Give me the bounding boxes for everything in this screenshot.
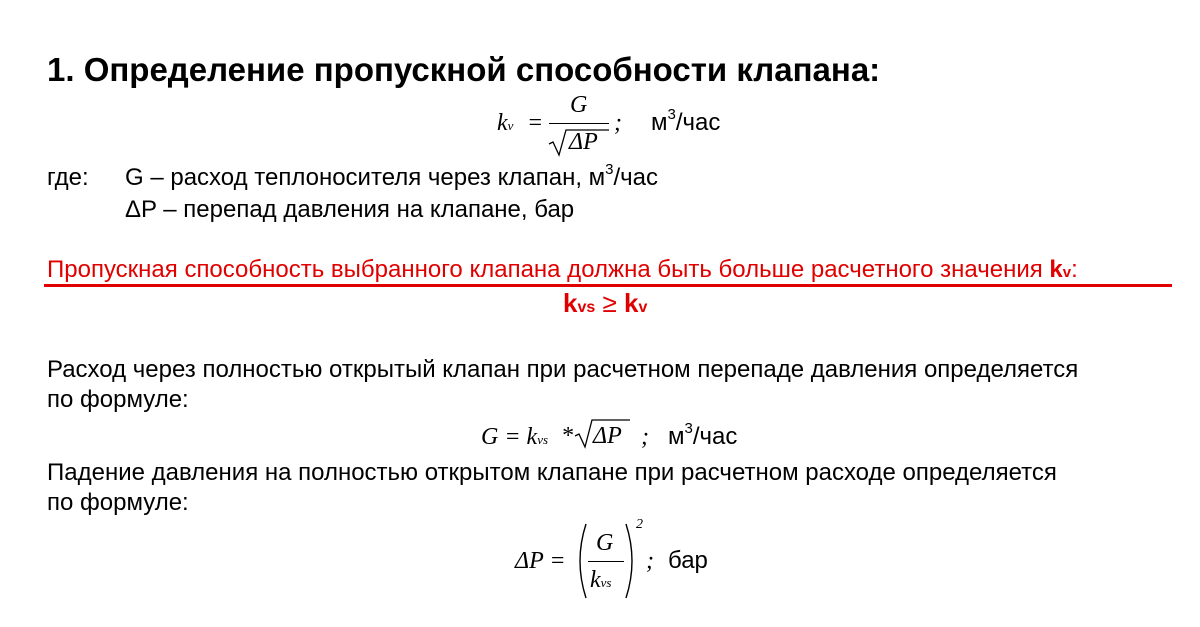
formula3-denominator: kvs: [590, 567, 612, 593]
where-line-dp: ΔP – перепад давления на клапане, бар: [125, 196, 575, 223]
para1-line2: по формуле:: [47, 386, 189, 413]
formula3-unit: бар: [668, 547, 708, 574]
formula3-fraction-bar: [588, 561, 624, 562]
formula1-unit: $м^3$/час: [651, 106, 721, 136]
requirement-underline: [44, 284, 1172, 287]
formula3-semicolon: ;: [646, 548, 654, 574]
page-title: 1. Определение пропускной способности клапана:: [47, 51, 881, 88]
formula2-lhs: G = kvs: [481, 424, 549, 450]
formula1-radicand: ΔP: [569, 129, 598, 155]
formula1-lhs: kv: [497, 110, 514, 136]
formula1-semicolon: ;: [614, 110, 622, 136]
where-label: где:: [47, 164, 89, 191]
para2-line1: Падение давления на полностью открытом клапане при расчетном расходе определяется: [47, 459, 1057, 486]
para2-line2: по формуле:: [47, 489, 189, 516]
formula3-right-paren: [624, 522, 638, 600]
para1-line1: Расход через полностью открытый клапан при расчетном перепаде давления определяется: [47, 356, 1079, 383]
formula1-eq: =: [527, 110, 544, 136]
formula3-exponent: 2: [636, 517, 643, 532]
formula3-lhs: ΔP =: [515, 548, 566, 574]
formula2-mult: *: [561, 423, 573, 449]
formula2-unit: $м^3$/час: [668, 420, 738, 450]
formula1-numerator: G: [570, 92, 588, 118]
where-line-g: G – расход теплоносителя через клапан, $м^3$/час: [125, 161, 659, 191]
formula1-fraction-bar: [549, 123, 609, 124]
formula3-numerator: G: [596, 530, 614, 556]
formula2-radicand: ΔP: [593, 423, 622, 449]
requirement-text: Пропускная способность выбранного клапана должна быть больше расчетного значения kv:: [47, 256, 1078, 283]
formula3-left-paren: [574, 522, 588, 600]
formula2-semicolon: ;: [641, 424, 649, 450]
requirement-inequality: kvs ≥ kv: [563, 288, 648, 318]
